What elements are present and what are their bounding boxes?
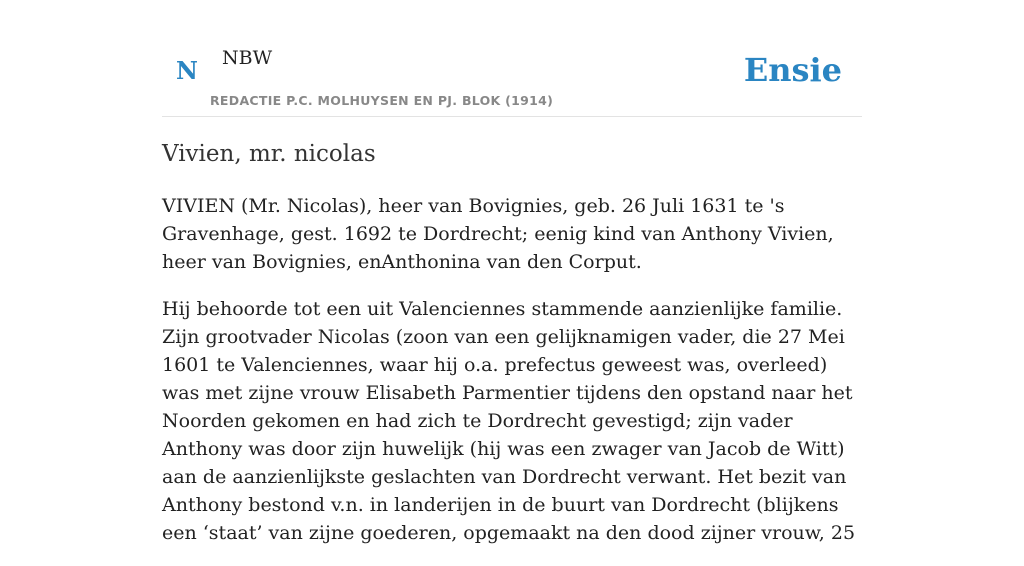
source-editor: REDACTIE P.C. MOLHUYSEN EN PJ. BLOK (1914) <box>210 93 554 108</box>
source-logo[interactable]: N <box>176 56 198 85</box>
article-title: Vivien, mr. nicolas <box>162 141 376 167</box>
source-title[interactable]: NBW <box>222 47 273 69</box>
brand-logo[interactable]: Ensie <box>743 51 842 89</box>
article-paragraph-1: VIVIEN (Mr. Nicolas), heer van Bovignies, geb. 26 Juli 1631 te 's Gravenhage, gest. 1692 te Dordrecht; eenig kind van Anthony Vivien, heer van Bovignies, enAnthonina van den Corput. <box>162 195 834 273</box>
source-header <box>162 0 862 117</box>
article <box>162 138 867 566</box>
article-paragraph-2: Hij behoorde tot een uit Valenciennes stammende aanzienlijke familie. Zijn grootvader Nicolas (zoon van een gelijknamigen vader, die 27 Mei 1601 te Valenciennes, waar hij o.a. prefectus geweest was, overleed) was met zijne vrouw Elisabeth Parmentier tijdens den opstand naar het Noorden gekomen en had zich te Dordrecht gevestigd; zijn vader Anthony was door zijn huwelijk (hij was een zwager van Jacob de Witt) aan de aanzienlijkste geslachten van Dordrecht verwant. Het bezit van Anthony bestond v.n. in landerijen in de buurt van Dordrecht (blijkens een ‘staat’ van zijne goederen, opgemaakt na den dood zijner vrouw, 25 <box>162 298 856 544</box>
